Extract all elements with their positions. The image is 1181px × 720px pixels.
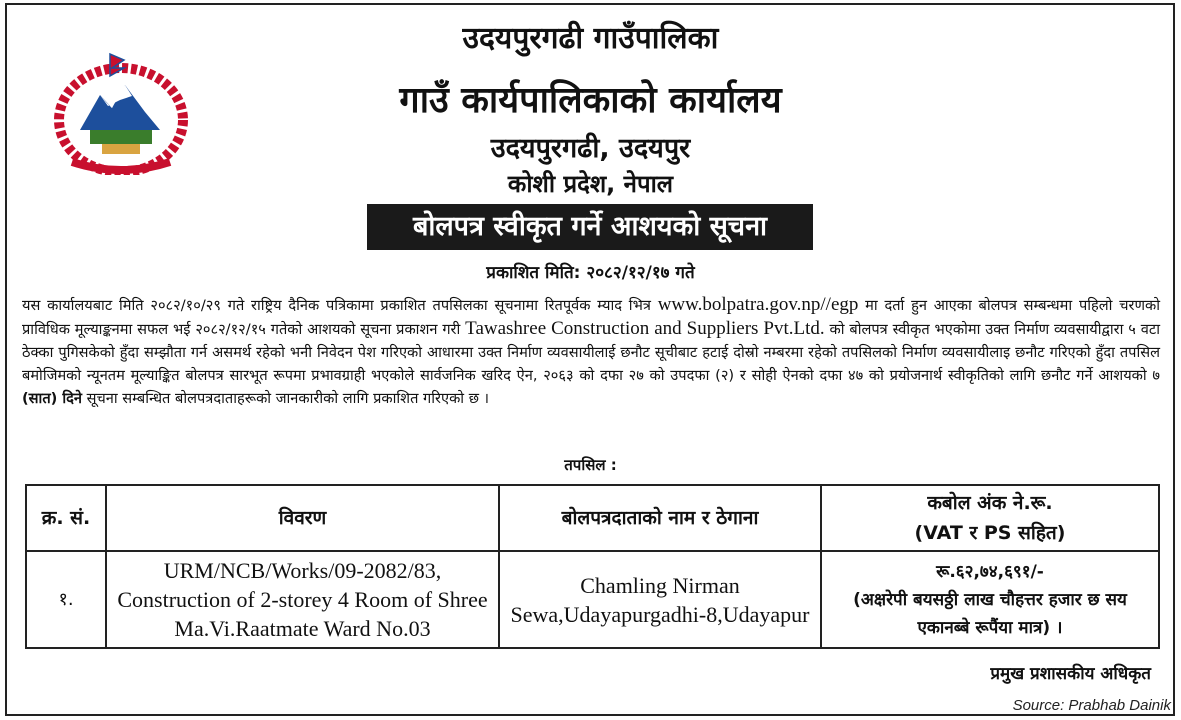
schedule-label: तपसिल :	[564, 456, 617, 474]
col-header-amount-line1: कबोल अंक ने.रू.	[927, 492, 1053, 514]
cell-sn: १.	[26, 551, 106, 648]
schedule-table	[25, 484, 1160, 649]
source-credit: Source: Prabhab Dainik	[1012, 697, 1171, 714]
body-text-2: मा दर्ता हुन आएका बोलपत्र सम्बन्धमा पहिलो चरणको प्राविधिक मूल्याङ्कनमा सफल भई २०८२/१२/१५ गतेको आशयको सूचना प्रकाशन गरी	[22, 297, 1161, 338]
table-header-row	[26, 485, 1159, 551]
cell-amount	[821, 551, 1159, 648]
body-text-3: को बोलपत्र स्वीकृत भएकोमा उक्त निर्माण व्यवसायीद्वारा ५ वटा ठेक्का पुगिसकेको हुँदा सम्झौता गर्न असमर्थ रहेको भनी निवेदन पेश गरिएको आधारमा उक्त निर्माण व्यवसायीलाई छनौट सूचीबाट हटाई दोस्रो नम्बरमा रहेको तपसिलको निर्माण व्यवसायीलाइ छनौट गरिएको हुँदा तपसिल बमोजिमको न्यूनतम मूल्याङ्कित बोलपत्र सारभूत रूपमा प्रभावग्राही भएकोले सार्वजनिक खरिद ऐन, २०६३ को दफा २७ को उपदफा (२) र सोही ऐनको दफा ४७ को प्रयोजनार्थ स्वीकृतिको लागि छनौट गर्ने आशयको ७	[22, 321, 1161, 384]
col-header-bidder: बोलपत्रदाताको नाम र ठेगाना	[499, 485, 821, 551]
notice-body	[22, 293, 1160, 410]
col-header-description: विवरण	[106, 485, 499, 551]
body-text-1: यस कार्यालयबाट मिति २०८२/१०/२९ गते राष्ट्रिय दैनिक पत्रिकामा प्रकाशित तपसिलका सूचनामा रितपूर्वक म्याद भित्र	[22, 297, 658, 314]
col-header-sn: क्र. सं.	[26, 485, 106, 551]
published-date: प्रकाशित मिति: २०८२/१२/१७ गते	[486, 263, 695, 283]
egp-url-link[interactable]: www.bolpatra.gov.np//egp	[657, 294, 859, 315]
company-name: Tawashree Construction and Suppliers Pvt.Ltd.	[465, 318, 825, 339]
municipality-name: उदयपुरगढी गाउँपालिका	[462, 21, 719, 56]
body-text-4: सूचना सम्बन्धित बोलपत्रदाताहरूको जानकारीको लागि प्रकाशित गरिएको छ ।	[82, 390, 490, 407]
col-header-amount	[821, 485, 1159, 551]
amount-figure: रू.६२,७४,६९१/-	[936, 561, 1044, 582]
signer-title: प्रमुख प्रशासकीय अधिकृत	[990, 664, 1151, 684]
cell-bidder: Chamling Nirman Sewa,Udayapurgadhi-8,Udayapur	[499, 551, 821, 648]
table-row	[26, 551, 1159, 648]
amount-in-words: (अक्षरेपी बयसठ्ठी लाख चौहत्तर हजार छ सय एकानब्बे रूपैंया मात्र) ।	[853, 589, 1127, 638]
province-country: कोशी प्रदेश, नेपाल	[507, 170, 674, 198]
days-bold: (सात) दिने	[22, 390, 83, 407]
cell-description: URM/NCB/Works/09-2082/83, Construction of 2-storey 4 Room of Shree Ma.Vi.Raatmate Ward No.03	[106, 551, 499, 648]
col-header-amount-line2: (VAT र PS सहित)	[914, 522, 1066, 544]
notice-title: बोलपत्र स्वीकृत गर्ने आशयको सूचना	[367, 204, 813, 250]
office-address: उदयपुरगढी, उदयपुर	[490, 133, 691, 164]
office-name: गाउँ कार्यपालिकाको कार्यालय	[399, 80, 782, 121]
